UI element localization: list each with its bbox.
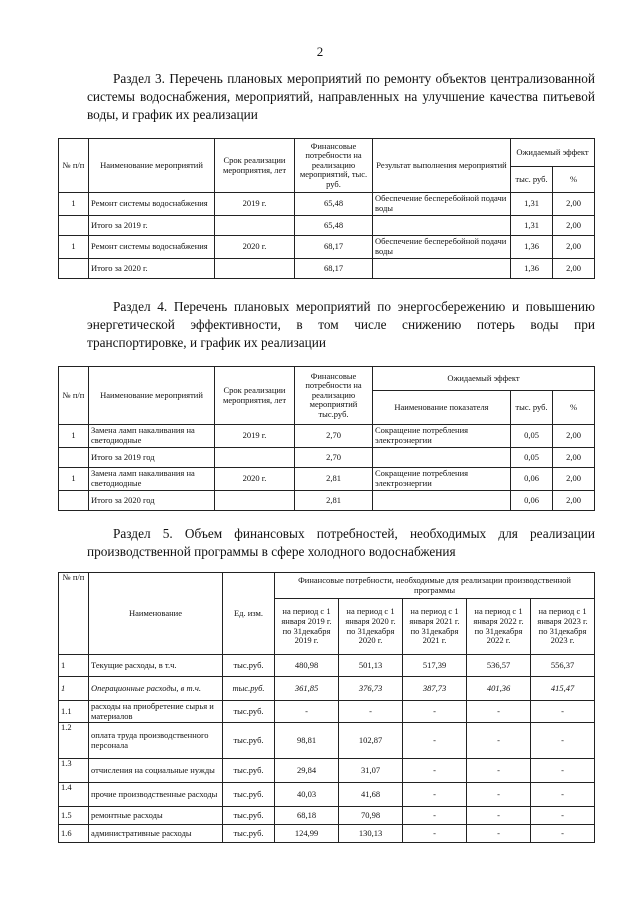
cell-term: 2020 г. xyxy=(215,236,295,259)
cell-unit: тыс.руб. xyxy=(223,723,275,759)
table-row xyxy=(59,759,595,783)
cell-value: 40,03 xyxy=(275,783,339,807)
cell-unit: тыс.руб. xyxy=(223,701,275,723)
cell-indicator: Сокращение потребления электроэнергии xyxy=(373,425,511,448)
cell-unit: тыс.руб. xyxy=(223,759,275,783)
cell-value: 102,87 xyxy=(339,723,403,759)
cell-indicator: Сокращение потребления электроэнергии xyxy=(373,468,511,491)
table-row xyxy=(59,259,595,279)
header-name: Наименование мероприятий xyxy=(89,139,215,193)
cell-value: 517,39 xyxy=(403,655,467,677)
cell-num: 1.4 xyxy=(59,783,89,807)
cell-value: - xyxy=(531,759,595,783)
header-fin: Финансовые потребности на реализацию мероприятий тыс.руб. xyxy=(295,367,373,425)
table-row xyxy=(59,677,595,701)
cell-value: - xyxy=(531,701,595,723)
table-row xyxy=(59,701,595,723)
cell-value: 556,37 xyxy=(531,655,595,677)
cell-pct: 2,00 xyxy=(553,425,595,448)
cell-name: отчисления на социальные нужды xyxy=(89,759,223,783)
table-row xyxy=(59,425,595,448)
header-name: Наименование мероприятий xyxy=(89,367,215,425)
cell-fin: 65,48 xyxy=(295,193,373,216)
cell-fin: 68,17 xyxy=(295,259,373,279)
section3-table xyxy=(58,138,595,279)
cell-value: 68,18 xyxy=(275,807,339,825)
cell-indicator xyxy=(373,491,511,511)
table-row xyxy=(59,216,595,236)
cell-num: 1.1 xyxy=(59,701,89,723)
cell-result: Обеспечение бесперебойной подачи воды xyxy=(373,236,511,259)
cell-value: 376,73 xyxy=(339,677,403,701)
cell-num: 1 xyxy=(59,236,89,259)
cell-name: оплата труда производственного персонала xyxy=(89,723,223,759)
section5-table xyxy=(58,572,595,843)
cell-name: Итого за 2020 год xyxy=(89,491,215,511)
cell-name: административные расходы xyxy=(89,825,223,843)
cell-term xyxy=(215,259,295,279)
cell-unit: тыс.руб. xyxy=(223,807,275,825)
table-row xyxy=(59,236,595,259)
cell-value: - xyxy=(403,723,467,759)
cell-name: ремонтные расходы xyxy=(89,807,223,825)
table-row xyxy=(59,491,595,511)
cell-value: - xyxy=(467,701,531,723)
cell-fin: 2,81 xyxy=(295,491,373,511)
cell-term xyxy=(215,216,295,236)
header-num: № п/п xyxy=(59,573,89,655)
cell-name: Замена ламп накаливания на светодиодные xyxy=(89,425,215,448)
table-row xyxy=(59,723,595,759)
cell-fin: 2,70 xyxy=(295,425,373,448)
cell-name: Итого за 2019 г. xyxy=(89,216,215,236)
table-row xyxy=(59,807,595,825)
cell-value: - xyxy=(403,807,467,825)
header-result: Результат выполнения мероприятий xyxy=(373,139,511,193)
cell-rub: 0,06 xyxy=(511,468,553,491)
header-effect-rub: тыс. руб. xyxy=(511,391,553,425)
cell-num: 1 xyxy=(59,468,89,491)
table-row xyxy=(59,655,595,677)
cell-value: 415,47 xyxy=(531,677,595,701)
cell-num: 1.3 xyxy=(59,759,89,783)
cell-term: 2019 г. xyxy=(215,425,295,448)
cell-value: 130,13 xyxy=(339,825,403,843)
cell-value: - xyxy=(531,723,595,759)
cell-result xyxy=(373,259,511,279)
cell-value: 361,85 xyxy=(275,677,339,701)
cell-value: 387,73 xyxy=(403,677,467,701)
cell-name: Итого за 2019 год xyxy=(89,448,215,468)
cell-rub: 0,06 xyxy=(511,491,553,511)
section5-heading: Раздел 5. Объем финансовых потребностей, необходимых для реализации производственной программы в сфере холодного водоснабжения xyxy=(87,526,595,559)
header-term: Срок реализации мероприятия, лет xyxy=(215,367,295,425)
cell-name: Операционные расходы, в т.ч. xyxy=(89,677,223,701)
cell-pct: 2,00 xyxy=(553,259,595,279)
cell-value: - xyxy=(467,825,531,843)
section4-table xyxy=(58,366,595,511)
cell-value: 29,84 xyxy=(275,759,339,783)
header-effect: Ожидаемый эффект xyxy=(373,367,595,391)
table-row xyxy=(59,468,595,491)
cell-value: - xyxy=(403,701,467,723)
header-period-2021: на период с 1 января 2021 г. по 31декабря 2021 г. xyxy=(403,599,467,655)
header-period-2023: на период с 1 января 2023 г. по 31декабря 2023 г. xyxy=(531,599,595,655)
cell-fin: 68,17 xyxy=(295,236,373,259)
section3-heading: Раздел 3. Перечень плановых мероприятий по ремонту объектов централизованной системы водоснабжения, мероприятий, направленных на улучшение качества питьевой воды, и график их реализации xyxy=(87,71,595,122)
cell-value: - xyxy=(531,807,595,825)
cell-value: 31,07 xyxy=(339,759,403,783)
table-row xyxy=(59,783,595,807)
cell-rub: 0,05 xyxy=(511,425,553,448)
cell-name: Итого за 2020 г. xyxy=(89,259,215,279)
cell-value: 41,68 xyxy=(339,783,403,807)
page-number: 2 xyxy=(316,44,324,59)
cell-value: 501,13 xyxy=(339,655,403,677)
header-period-2022: на период с 1 января 2022 г. по 31декабря 2022 г. xyxy=(467,599,531,655)
header-effect-pct: % xyxy=(553,167,595,193)
cell-term: 2020 г. xyxy=(215,468,295,491)
cell-name: расходы на приобретение сырья и материалов xyxy=(89,701,223,723)
header-name: Наименование xyxy=(89,573,223,655)
header-unit: Ед. изм. xyxy=(223,573,275,655)
cell-value: - xyxy=(531,783,595,807)
header-indicator: Наименование показателя xyxy=(373,391,511,425)
cell-value: - xyxy=(467,759,531,783)
cell-unit: тыс.руб. xyxy=(223,783,275,807)
cell-term: 2019 г. xyxy=(215,193,295,216)
cell-num xyxy=(59,448,89,468)
table-row xyxy=(59,193,595,216)
header-num: № п/п xyxy=(59,139,89,193)
cell-num: 1.2 xyxy=(59,723,89,759)
cell-num: 1 xyxy=(59,425,89,448)
cell-name: Ремонт системы водоснабжения xyxy=(89,193,215,216)
cell-value: - xyxy=(403,825,467,843)
cell-pct: 2,00 xyxy=(553,193,595,216)
cell-value: 480,98 xyxy=(275,655,339,677)
header-effect: Ожидаемый эффект xyxy=(511,139,595,167)
cell-pct: 2,00 xyxy=(553,448,595,468)
cell-num: 1.6 xyxy=(59,825,89,843)
header-fin: Финансовые потребности, необходимые для реализации производственной программы xyxy=(275,573,595,599)
cell-rub: 1,36 xyxy=(511,259,553,279)
cell-rub: 1,36 xyxy=(511,236,553,259)
cell-value: 98,81 xyxy=(275,723,339,759)
table-row xyxy=(59,825,595,843)
cell-value: 401,36 xyxy=(467,677,531,701)
header-effect-rub: тыс. руб. xyxy=(511,167,553,193)
header-term: Срок реализации мероприятия, лет xyxy=(215,139,295,193)
cell-indicator xyxy=(373,448,511,468)
cell-value: - xyxy=(403,759,467,783)
cell-num xyxy=(59,491,89,511)
header-period-2020: на период с 1 января 2020 г. по 31декабря 2020 г. xyxy=(339,599,403,655)
cell-num xyxy=(59,216,89,236)
header-fin: Финансовые потребности на реализацию мероприятий, тыс. руб. xyxy=(295,139,373,193)
cell-rub: 1,31 xyxy=(511,216,553,236)
cell-pct: 2,00 xyxy=(553,491,595,511)
cell-num xyxy=(59,259,89,279)
cell-unit: тыс.руб. xyxy=(223,825,275,843)
cell-rub: 1,31 xyxy=(511,193,553,216)
header-effect-pct: % xyxy=(553,391,595,425)
cell-value: 124,99 xyxy=(275,825,339,843)
header-period-2019: на период с 1 января 2019 г. по 31декабря 2019 г. xyxy=(275,599,339,655)
cell-name: Текущие расходы, в т.ч. xyxy=(89,655,223,677)
cell-num: 1 xyxy=(59,193,89,216)
cell-pct: 2,00 xyxy=(553,236,595,259)
cell-result: Обеспечение бесперебойной подачи воды xyxy=(373,193,511,216)
cell-fin: 2,70 xyxy=(295,448,373,468)
cell-value: - xyxy=(339,701,403,723)
cell-value: - xyxy=(275,701,339,723)
cell-num: 1 xyxy=(59,655,89,677)
cell-value: - xyxy=(531,825,595,843)
cell-num: 1 xyxy=(59,677,89,701)
cell-unit: тыс.руб. xyxy=(223,677,275,701)
cell-value: - xyxy=(467,783,531,807)
section4-heading: Раздел 4. Перечень плановых мероприятий по энергосбережению и повышению энергетической эффективности, в том числе снижению потерь воды при транспортировке, и график их реализации xyxy=(87,299,595,350)
cell-fin: 65,48 xyxy=(295,216,373,236)
cell-term xyxy=(215,491,295,511)
cell-rub: 0,05 xyxy=(511,448,553,468)
cell-pct: 2,00 xyxy=(553,216,595,236)
cell-value: 536,57 xyxy=(467,655,531,677)
header-num: № п/п xyxy=(59,367,89,425)
cell-unit: тыс.руб. xyxy=(223,655,275,677)
cell-name: Замена ламп накаливания на светодиодные xyxy=(89,468,215,491)
cell-value: - xyxy=(403,783,467,807)
cell-fin: 2,81 xyxy=(295,468,373,491)
cell-value: - xyxy=(467,807,531,825)
cell-value: 70,98 xyxy=(339,807,403,825)
cell-num: 1.5 xyxy=(59,807,89,825)
cell-name: прочие производственные расходы xyxy=(89,783,223,807)
cell-term xyxy=(215,448,295,468)
cell-result xyxy=(373,216,511,236)
cell-value: - xyxy=(467,723,531,759)
table-row xyxy=(59,448,595,468)
cell-name: Ремонт системы водоснабжения xyxy=(89,236,215,259)
cell-pct: 2,00 xyxy=(553,468,595,491)
